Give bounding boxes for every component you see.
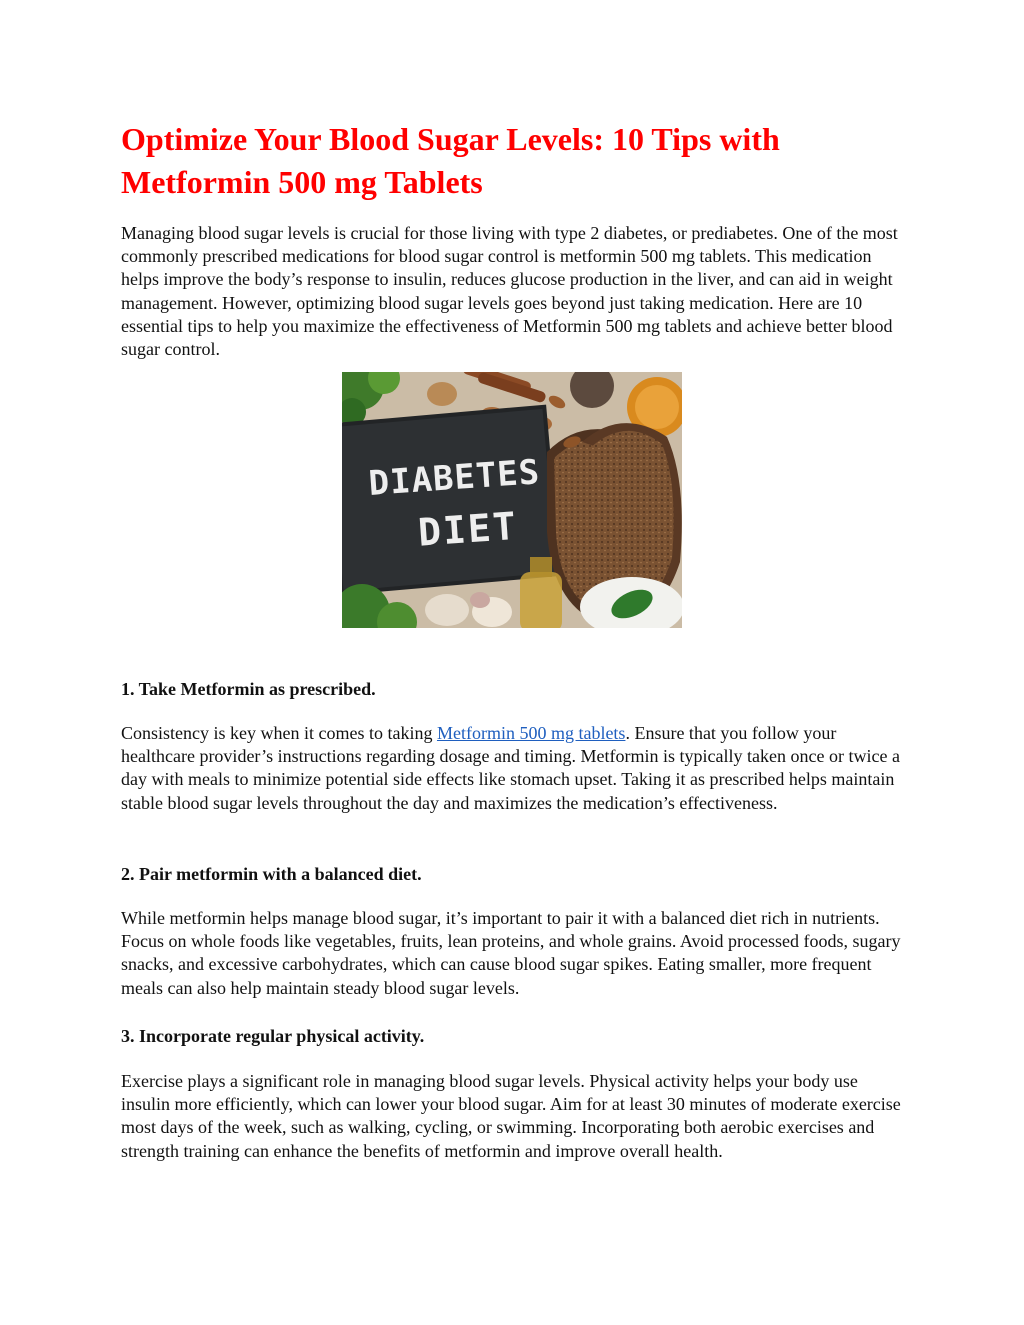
tip-1-paragraph — [121, 722, 906, 815]
page-title: Optimize Your Blood Sugar Levels: 10 Tips with Metformin 500 mg Tablets — [121, 121, 780, 200]
tip-1-heading: 1. Take Metformin as prescribed. — [121, 679, 376, 699]
intro-paragraph: Managing blood sugar levels is crucial for those living with type 2 diabetes, or prediabetes. One of the most commonly prescribed medications for blood sugar control is metformin 500 mg tablets. This medication helps improve the body’s response to insulin, reduces glucose production in the liver, and can aid in weight management. However, optimizing blood sugar levels goes beyond just taking medication. Here are 10 essential tips to help you maximize the effectiveness of Metformin 500 mg tablets and achieve better blood sugar control. — [121, 223, 898, 360]
chalk-text-diabetes: DIABETES — [367, 452, 542, 505]
tip-1-text-after-link: . Ensure that you follow your healthcare provider’s instructions regarding dosage and timing. Metformin is typically taken once or twice a day with meals to minimize potential side effects like stomach upset. Taking it as prescribed helps maintain stable blood sugar levels throughout the day and maximizes the medication’s effectiveness. — [121, 723, 900, 813]
metformin-tablets-link[interactable]: Metformin 500 mg tablets — [436, 723, 626, 743]
tip-3-paragraph: Exercise plays a significant role in managing blood sugar levels. Physical activity helps your body use insulin more efficiently, which can lower your blood sugar. Aim for at least 30 minutes of moderate exercise most days of the week, such as walking, cycling, or swimming. Incorporating both aerobic exercises and strength training can enhance the benefits of metformin and improve overall health. — [121, 1071, 901, 1161]
tip-2-paragraph: While metformin helps manage blood sugar, it’s important to pair it with a balanced diet rich in nutrients. Focus on whole foods like vegetables, fruits, lean proteins, and whole grains. Avoid processed foods, sugary snacks, and excessive carbohydrates, which can cause blood sugar spikes. Eating smaller, more frequent meals can also help maintain steady blood sugar levels. — [121, 908, 901, 998]
diabetes-diet-image — [342, 372, 682, 628]
tip-3-heading: 3. Incorporate regular physical activity. — [121, 1026, 425, 1046]
tip-2-heading: 2. Pair metformin with a balanced diet. — [121, 864, 422, 884]
chalk-text-diet: DIET — [416, 503, 520, 555]
tip-1-text-before-link: Consistency is key when it comes to taking — [121, 723, 437, 743]
